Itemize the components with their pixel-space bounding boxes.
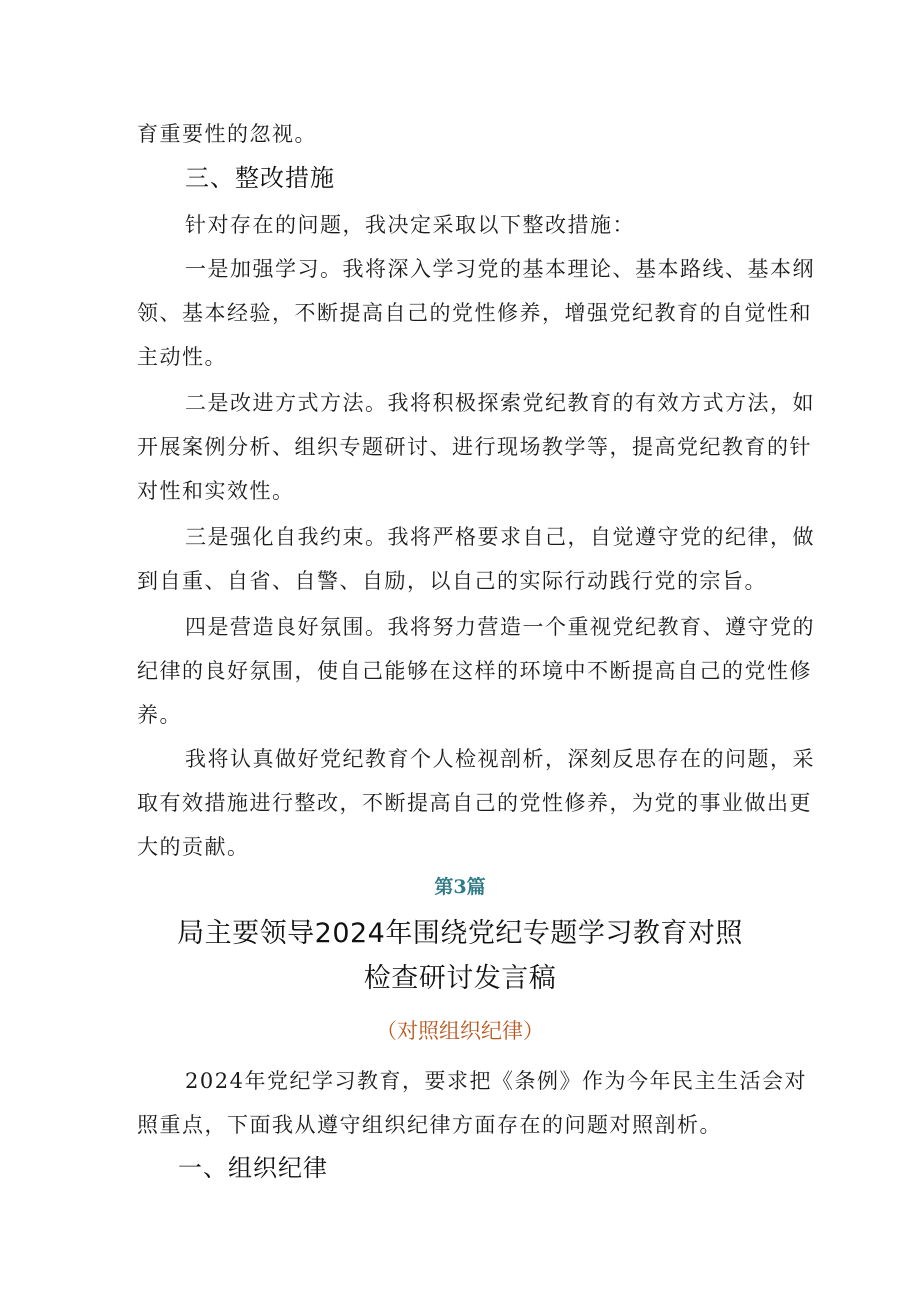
document-subtitle: （对照组织纪律） [376,1019,544,1043]
paragraph-5-line-1: 我将认真做好党纪教育个人检视剖析，深刻反思存在的问题，采 [185,747,815,771]
paragraph-2-line-1: 二是改进方式方法。我将积极探索党纪教育的有效方式方法，如 [185,391,815,415]
section-heading-organizational-discipline: 一、组织纪律 [178,1154,328,1182]
paragraph-3-line-2: 到自重、自省、自警、自励，以自己的实际行动践行党的宗旨。 [137,569,767,593]
part3-intro-line-2: 照重点，下面我从遵守组织纪律方面存在的问题对照剖析。 [137,1113,722,1137]
paragraph-2-line-3: 对性和实效性。 [137,479,295,503]
paragraph-5-line-2: 取有效措施进行整改，不断提高自己的党性修养，为党的事业做出更 [137,791,812,815]
paragraph-3-line-1: 三是强化自我约束。我将严格要求自己，自觉遵守党的纪律，做 [185,525,815,549]
paragraph-1-line-3: 主动性。 [137,345,227,369]
document-title-line-1: 局主要领导2024年围绕党纪专题学习教育对照 [177,918,743,949]
paragraph-4-line-1: 四是营造良好氛围。我将努力营造一个重视党纪教育、遵守党的 [185,615,815,639]
section-heading-rectification: 三、整改措施 [185,164,335,192]
document-title-line-2: 检查研讨发言稿 [363,963,557,994]
part3-intro-line-1: 2024年党纪学习教育，要求把《条例》作为今年民主生活会对 [185,1069,807,1093]
paragraph-1-line-2: 领、基本经验，不断提高自己的党性修养，增强党纪教育的自觉性和 [137,301,812,325]
paragraph-4-line-2: 纪律的良好氛围，使自己能够在这样的环境中不断提高自己的党性修 [137,659,812,683]
paragraph-4-line-3: 养。 [137,703,182,727]
paragraph-2-line-2: 开展案例分析、组织专题研讨、进行现场教学等，提高党纪教育的针 [137,435,812,459]
paragraph-tail-line: 育重要性的忽视。 [137,122,317,146]
paragraph-1-line-1: 一是加强学习。我将深入学习党的基本理论、基本路线、基本纲 [185,257,815,281]
paragraph-5-line-3: 大的贡献。 [137,835,250,859]
part-number-label: 第3篇 [434,876,486,898]
intro-paragraph: 针对存在的问题，我决定采取以下整改措施： [185,213,635,237]
